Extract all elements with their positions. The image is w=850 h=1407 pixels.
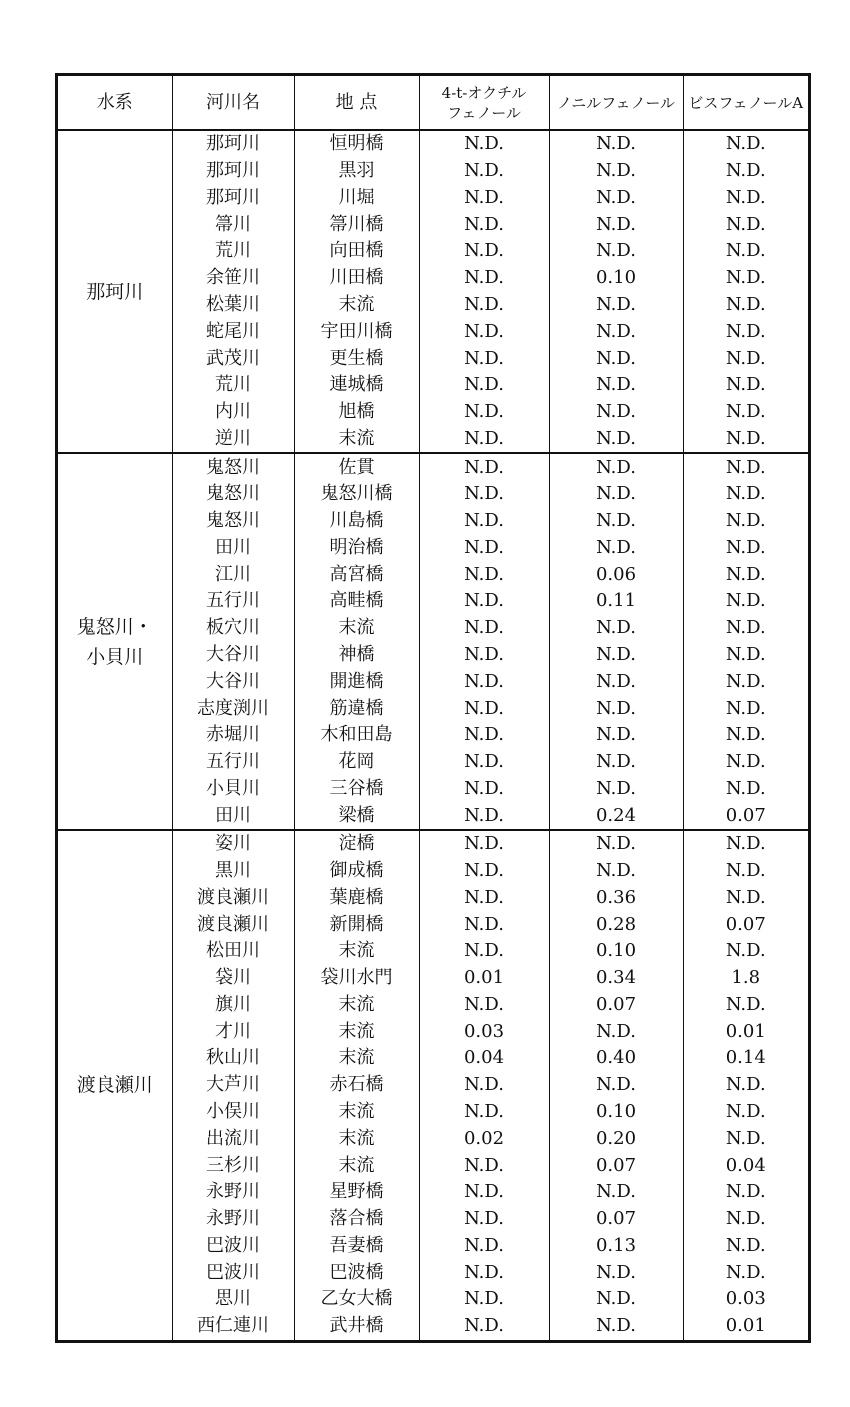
octylphenol-cell: N.D. <box>419 830 549 858</box>
octylphenol-cell: N.D. <box>419 1179 549 1206</box>
location-cell: 旭橋 <box>294 399 419 426</box>
octylphenol-cell: N.D. <box>419 508 549 535</box>
nonylphenol-cell: N.D. <box>549 158 683 185</box>
octylphenol-cell: N.D. <box>419 775 549 802</box>
bisphenol-a-cell: N.D. <box>725 1074 766 1096</box>
table-body <box>58 130 808 1340</box>
bisphenol-a-cell: N.D. <box>725 293 766 315</box>
octylphenol-cell: N.D. <box>419 318 549 345</box>
nonylphenol-cell: 0.07 <box>549 992 683 1019</box>
water-system-cell: 那珂川 <box>58 130 172 453</box>
location-cell: 宇田川橋 <box>294 318 419 345</box>
nonylphenol-cell: 0.28 <box>549 911 683 938</box>
bisphenol-a-cell: N.D. <box>725 777 766 799</box>
nonylphenol-cell: N.D. <box>549 1286 683 1313</box>
river-name-cell: 西仁連川 <box>172 1313 294 1340</box>
octylphenol-cell: 0.03 <box>419 1018 549 1045</box>
location-cell: 武井橋 <box>294 1313 419 1340</box>
location-cell: 開進橋 <box>294 668 419 695</box>
location-cell: 川田橋 <box>294 265 419 292</box>
river-name-cell: 那珂川 <box>172 130 294 158</box>
location-cell: 梁橋 <box>294 802 419 830</box>
river-name-cell: 巴波川 <box>172 1259 294 1286</box>
location-cell: 花岡 <box>294 749 419 776</box>
bisphenol-a-cell: 0.04 <box>725 1154 766 1176</box>
bisphenol-a-cell: N.D. <box>725 697 766 719</box>
location-cell: 末流 <box>294 1045 419 1072</box>
nonylphenol-cell: N.D. <box>549 1072 683 1099</box>
octylphenol-cell: N.D. <box>419 802 549 830</box>
river-name-cell: 松葉川 <box>172 292 294 319</box>
location-cell: 乙女大橋 <box>294 1286 419 1313</box>
nonylphenol-cell: N.D. <box>549 399 683 426</box>
nonylphenol-cell: N.D. <box>549 238 683 265</box>
bisphenol-a-cell: N.D. <box>725 1181 766 1203</box>
river-name-cell: 秋山川 <box>172 1045 294 1072</box>
location-cell: 木和田島 <box>294 722 419 749</box>
nonylphenol-cell: N.D. <box>549 292 683 319</box>
bisphenol-a-cell: 0.03 <box>725 1288 766 1310</box>
bisphenol-a-cell: N.D. <box>725 133 766 155</box>
nonylphenol-cell: 0.10 <box>549 1099 683 1126</box>
nonylphenol-cell: 0.34 <box>549 965 683 992</box>
nonylphenol-cell: N.D. <box>549 722 683 749</box>
bisphenol-a-cell: N.D. <box>725 940 766 962</box>
river-name-cell: 黒川 <box>172 858 294 885</box>
bisphenol-a-cell: N.D. <box>725 643 766 665</box>
nonylphenol-cell: 0.07 <box>549 1152 683 1179</box>
header-octylphenol-label: 4-t-オクチル フェノール <box>441 83 527 122</box>
location-cell: 神橋 <box>294 642 419 669</box>
river-name-cell: 箒川 <box>172 211 294 238</box>
bisphenol-a-cell: N.D. <box>725 590 766 612</box>
bisphenol-a-cell: 0.01 <box>725 1020 766 1042</box>
location-cell: 淀橋 <box>294 830 419 858</box>
location-cell: 袋川水門 <box>294 965 419 992</box>
nonylphenol-cell: N.D. <box>549 830 683 858</box>
octylphenol-cell: N.D. <box>419 668 549 695</box>
header-water-system: 水系 <box>58 76 172 130</box>
nonylphenol-cell: N.D. <box>549 1018 683 1045</box>
bisphenol-a-cell: N.D. <box>725 374 766 396</box>
river-name-cell: 板穴川 <box>172 615 294 642</box>
octylphenol-cell: N.D. <box>419 615 549 642</box>
location-cell: 黒羽 <box>294 158 419 185</box>
location-cell: 佐貫 <box>294 453 419 481</box>
bisphenol-a-cell: N.D. <box>725 240 766 262</box>
location-cell: 恒明橋 <box>294 130 419 158</box>
river-name-cell: 大谷川 <box>172 642 294 669</box>
bisphenol-a-cell: N.D. <box>725 1127 766 1149</box>
octylphenol-cell: N.D. <box>419 238 549 265</box>
nonylphenol-cell: N.D. <box>549 318 683 345</box>
river-name-cell: 志度渕川 <box>172 695 294 722</box>
river-name-cell: 渡良瀬川 <box>172 885 294 912</box>
octylphenol-cell: N.D. <box>419 1313 549 1340</box>
octylphenol-cell: N.D. <box>419 130 549 158</box>
data-table-frame <box>55 73 811 1343</box>
nonylphenol-cell: N.D. <box>549 615 683 642</box>
river-name-cell: 鬼怒川 <box>172 453 294 481</box>
river-name-cell: 旗川 <box>172 992 294 1019</box>
location-cell: 末流 <box>294 1125 419 1152</box>
river-name-cell: 永野川 <box>172 1206 294 1233</box>
location-cell: 末流 <box>294 425 419 453</box>
octylphenol-cell: N.D. <box>419 453 549 481</box>
nonylphenol-cell: N.D. <box>549 749 683 776</box>
nonylphenol-cell: N.D. <box>549 1259 683 1286</box>
octylphenol-cell: N.D. <box>419 749 549 776</box>
nonylphenol-cell: 0.06 <box>549 561 683 588</box>
bisphenol-a-cell: 0.07 <box>725 913 766 935</box>
octylphenol-cell: N.D. <box>419 372 549 399</box>
nonylphenol-cell: N.D. <box>549 695 683 722</box>
nonylphenol-cell: N.D. <box>549 642 683 669</box>
nonylphenol-cell: N.D. <box>549 185 683 212</box>
location-cell: 末流 <box>294 938 419 965</box>
location-cell: 末流 <box>294 1099 419 1126</box>
nonylphenol-cell: N.D. <box>549 1179 683 1206</box>
bisphenol-a-cell: N.D. <box>725 833 766 855</box>
octylphenol-cell: N.D. <box>419 1286 549 1313</box>
river-name-cell: 赤堀川 <box>172 722 294 749</box>
bisphenol-a-cell: N.D. <box>725 1101 766 1123</box>
bisphenol-a-cell: N.D. <box>725 483 766 505</box>
bisphenol-a-cell: 0.14 <box>725 1047 766 1069</box>
bisphenol-a-cell: 0.07 <box>683 802 808 830</box>
location-cell: 連城橋 <box>294 372 419 399</box>
water-system-cell: 鬼怒川・ 小貝川 <box>58 453 172 830</box>
river-name-cell: 巴波川 <box>172 1232 294 1259</box>
octylphenol-cell: N.D. <box>419 911 549 938</box>
river-name-cell: 五行川 <box>172 749 294 776</box>
bisphenol-a-cell: N.D. <box>725 724 766 746</box>
nonylphenol-cell: N.D. <box>549 508 683 535</box>
nonylphenol-cell: N.D. <box>549 775 683 802</box>
location-cell: 筋違橋 <box>294 695 419 722</box>
header-nonylphenol: ノニルフェノール <box>549 76 683 130</box>
river-name-cell: 荒川 <box>172 238 294 265</box>
nonylphenol-cell: 0.40 <box>549 1045 683 1072</box>
octylphenol-cell: N.D. <box>419 1206 549 1233</box>
bisphenol-a-cell: N.D. <box>725 563 766 585</box>
river-name-cell: 余笹川 <box>172 265 294 292</box>
bisphenol-a-cell: N.D. <box>725 860 766 882</box>
location-cell: 葉鹿橋 <box>294 885 419 912</box>
nonylphenol-cell: 0.24 <box>549 802 683 830</box>
octylphenol-cell: N.D. <box>419 481 549 508</box>
location-cell: 川堀 <box>294 185 419 212</box>
river-name-cell: 大芦川 <box>172 1072 294 1099</box>
octylphenol-cell: N.D. <box>419 535 549 562</box>
bisphenol-a-cell: N.D. <box>725 267 766 289</box>
bisphenol-a-cell: N.D. <box>725 186 766 208</box>
location-cell: 三谷橋 <box>294 775 419 802</box>
octylphenol-cell: N.D. <box>419 1152 549 1179</box>
location-cell: 高畦橋 <box>294 588 419 615</box>
bisphenol-a-cell: N.D. <box>725 456 766 478</box>
table-row <box>58 453 808 481</box>
location-cell: 鬼怒川橋 <box>294 481 419 508</box>
octylphenol-cell: N.D. <box>419 561 549 588</box>
bisphenol-a-cell: N.D. <box>725 886 766 908</box>
nonylphenol-cell: 0.11 <box>549 588 683 615</box>
octylphenol-cell: N.D. <box>419 345 549 372</box>
river-name-cell: 蛇尾川 <box>172 318 294 345</box>
octylphenol-cell: N.D. <box>419 211 549 238</box>
octylphenol-cell: N.D. <box>419 938 549 965</box>
octylphenol-cell: N.D. <box>419 265 549 292</box>
location-cell: 吾妻橋 <box>294 1232 419 1259</box>
octylphenol-cell: N.D. <box>419 992 549 1019</box>
river-name-cell: 那珂川 <box>172 158 294 185</box>
bisphenol-a-cell: N.D. <box>725 617 766 639</box>
bisphenol-a-cell: N.D. <box>725 510 766 532</box>
location-cell: 末流 <box>294 1018 419 1045</box>
nonylphenol-cell: N.D. <box>549 211 683 238</box>
river-name-cell: 武茂川 <box>172 345 294 372</box>
river-name-cell: 五行川 <box>172 588 294 615</box>
nonylphenol-cell: 0.20 <box>549 1125 683 1152</box>
location-cell: 新開橋 <box>294 911 419 938</box>
river-name-cell: 荒川 <box>172 372 294 399</box>
bisphenol-a-cell: N.D. <box>725 160 766 182</box>
octylphenol-cell: N.D. <box>419 588 549 615</box>
river-name-cell: 田川 <box>172 802 294 830</box>
octylphenol-cell: N.D. <box>419 1259 549 1286</box>
bisphenol-a-cell: N.D. <box>725 1261 766 1283</box>
location-cell: 末流 <box>294 1152 419 1179</box>
water-system-cell: 渡良瀬川 <box>58 830 172 1340</box>
river-name-cell: 小俣川 <box>172 1099 294 1126</box>
river-name-cell: 逆川 <box>172 425 294 453</box>
river-name-cell: 大谷川 <box>172 668 294 695</box>
nonylphenol-cell: 0.07 <box>549 1206 683 1233</box>
river-name-cell: 三杉川 <box>172 1152 294 1179</box>
octylphenol-cell: N.D. <box>419 1072 549 1099</box>
octylphenol-cell: N.D. <box>419 1232 549 1259</box>
header-location: 地 点 <box>294 76 419 130</box>
octylphenol-cell: N.D. <box>419 399 549 426</box>
bisphenol-a-cell: N.D. <box>725 213 766 235</box>
river-name-cell: 姿川 <box>172 830 294 858</box>
nonylphenol-cell: 0.13 <box>549 1232 683 1259</box>
bisphenol-a-cell: N.D. <box>725 751 766 773</box>
bisphenol-a-cell: N.D. <box>725 347 766 369</box>
bisphenol-a-cell: N.D. <box>683 425 808 453</box>
location-cell: 末流 <box>294 292 419 319</box>
octylphenol-cell: N.D. <box>419 885 549 912</box>
river-name-cell: 小貝川 <box>172 775 294 802</box>
nonylphenol-cell: N.D. <box>549 453 683 481</box>
octylphenol-cell: N.D. <box>419 858 549 885</box>
header-row <box>58 76 808 130</box>
data-table <box>58 76 808 1340</box>
bisphenol-a-cell: N.D. <box>725 670 766 692</box>
nonylphenol-cell: 0.10 <box>549 938 683 965</box>
nonylphenol-cell: N.D. <box>549 668 683 695</box>
bisphenol-a-cell: N.D. <box>725 401 766 423</box>
river-name-cell: 江川 <box>172 561 294 588</box>
location-cell: 末流 <box>294 615 419 642</box>
octylphenol-cell: N.D. <box>419 722 549 749</box>
octylphenol-cell: 0.01 <box>419 965 549 992</box>
octylphenol-cell: N.D. <box>419 292 549 319</box>
octylphenol-cell: 0.02 <box>419 1125 549 1152</box>
octylphenol-cell: N.D. <box>419 158 549 185</box>
nonylphenol-cell: N.D. <box>549 372 683 399</box>
nonylphenol-cell: N.D. <box>549 1313 683 1340</box>
table-row <box>58 130 808 158</box>
river-name-cell: 内川 <box>172 399 294 426</box>
river-name-cell: 田川 <box>172 535 294 562</box>
river-name-cell: 松田川 <box>172 938 294 965</box>
nonylphenol-cell: N.D. <box>549 481 683 508</box>
octylphenol-cell: N.D. <box>419 425 549 453</box>
river-name-cell: 袋川 <box>172 965 294 992</box>
bisphenol-a-cell: N.D. <box>725 993 766 1015</box>
nonylphenol-cell: N.D. <box>549 345 683 372</box>
river-name-cell: 永野川 <box>172 1179 294 1206</box>
header-bisphenol-a: ビスフェノールA <box>683 76 808 130</box>
header-river-name: 河川名 <box>172 76 294 130</box>
river-name-cell: 那珂川 <box>172 185 294 212</box>
location-cell: 向田橋 <box>294 238 419 265</box>
river-name-cell: 才川 <box>172 1018 294 1045</box>
location-cell: 高宮橋 <box>294 561 419 588</box>
river-name-cell: 思川 <box>172 1286 294 1313</box>
nonylphenol-cell: N.D. <box>549 535 683 562</box>
location-cell: 赤石橋 <box>294 1072 419 1099</box>
nonylphenol-cell: N.D. <box>549 130 683 158</box>
octylphenol-cell: N.D. <box>419 185 549 212</box>
nonylphenol-cell: 0.10 <box>549 265 683 292</box>
location-cell: 星野橋 <box>294 1179 419 1206</box>
location-cell: 更生橋 <box>294 345 419 372</box>
river-name-cell: 鬼怒川 <box>172 481 294 508</box>
octylphenol-cell: N.D. <box>419 695 549 722</box>
nonylphenol-cell: 0.36 <box>549 885 683 912</box>
nonylphenol-cell: N.D. <box>549 425 683 453</box>
octylphenol-cell: N.D. <box>419 642 549 669</box>
location-cell: 巴波橋 <box>294 1259 419 1286</box>
location-cell: 落合橋 <box>294 1206 419 1233</box>
table-header <box>58 76 808 130</box>
river-name-cell: 鬼怒川 <box>172 508 294 535</box>
table-row <box>58 830 808 858</box>
bisphenol-a-cell: 1.8 <box>731 967 761 989</box>
nonylphenol-cell: N.D. <box>549 858 683 885</box>
location-cell: 末流 <box>294 992 419 1019</box>
location-cell: 明治橋 <box>294 535 419 562</box>
location-cell: 川島橋 <box>294 508 419 535</box>
bisphenol-a-cell: 0.01 <box>725 1315 766 1337</box>
river-name-cell: 出流川 <box>172 1125 294 1152</box>
location-cell: 御成橋 <box>294 858 419 885</box>
bisphenol-a-cell: N.D. <box>725 1208 766 1230</box>
octylphenol-cell: 0.04 <box>419 1045 549 1072</box>
octylphenol-cell: N.D. <box>419 1099 549 1126</box>
river-name-cell: 渡良瀬川 <box>172 911 294 938</box>
bisphenol-a-cell: N.D. <box>725 536 766 558</box>
location-cell: 箒川橋 <box>294 211 419 238</box>
bisphenol-a-cell: N.D. <box>725 1234 766 1256</box>
bisphenol-a-cell: N.D. <box>725 320 766 342</box>
header-octylphenol <box>419 76 549 130</box>
